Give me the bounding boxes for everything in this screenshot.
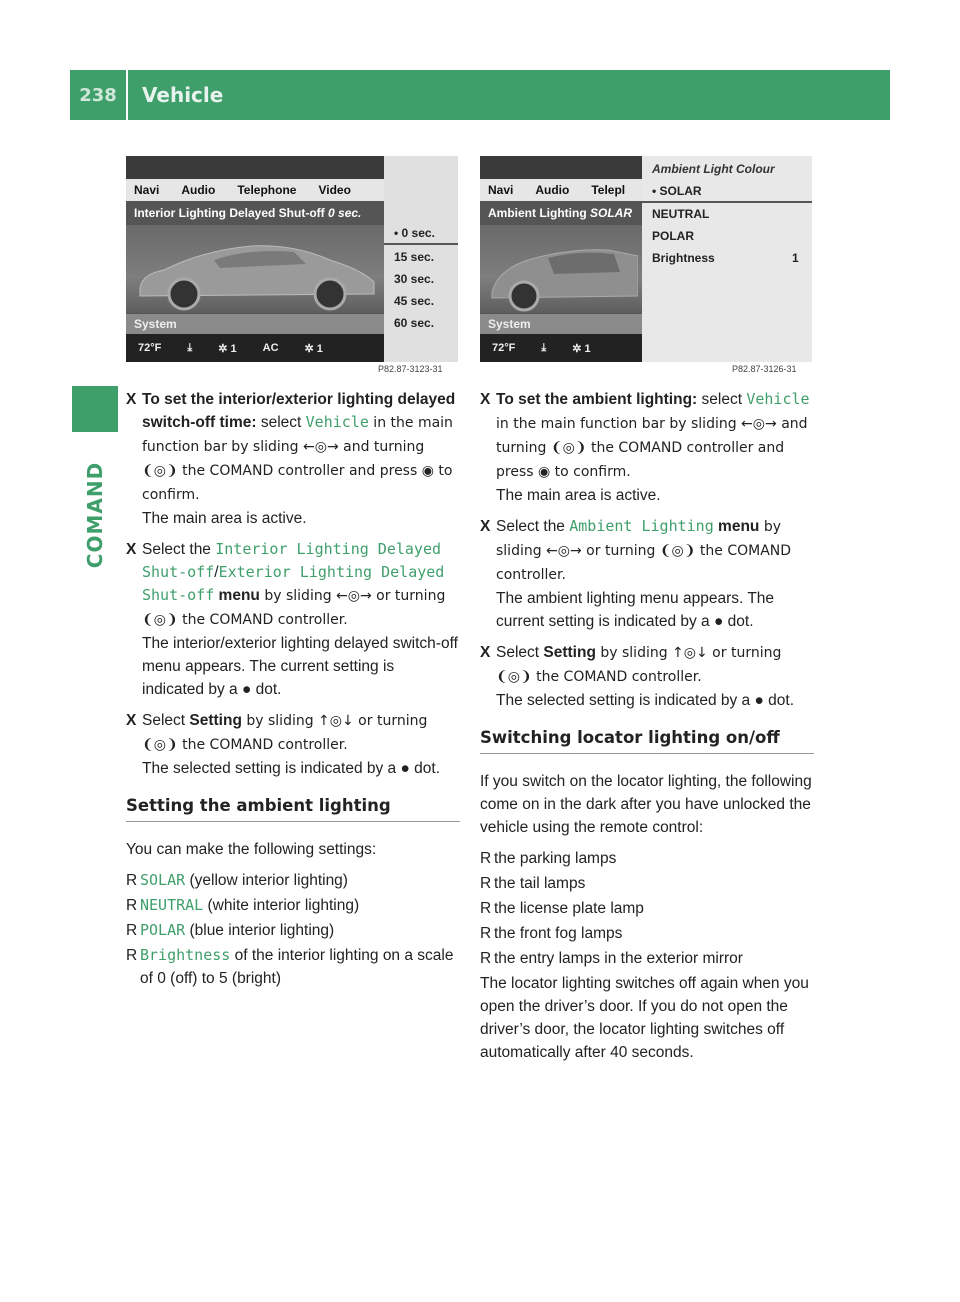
list-item: R Brightness of the interior lighting on a scale of 0 (off) to 5 (bright) bbox=[126, 946, 454, 987]
paragraph: You can make the following settings: bbox=[126, 841, 377, 858]
option-item: • 0 sec. bbox=[394, 226, 435, 240]
climate-bar: 72°F ⤓ ✲ 1 AC ✲ 1 bbox=[126, 334, 384, 362]
paragraph: If you switch on the locator lighting, the following come on in the dark after you have unlocked the vehicle using the remote control: bbox=[480, 773, 812, 836]
right-column bbox=[480, 388, 814, 1072]
instruction-step: X Select Setting by sliding ↑◎↓ or turning ❨◎❩ the COMAND controller. The selected setting is indicated by a ● dot. bbox=[480, 644, 795, 709]
nav-item: Telepl bbox=[591, 183, 626, 197]
option-item: 60 sec. bbox=[394, 316, 435, 330]
nav-item: Video bbox=[318, 183, 351, 197]
list-item: R the parking lamps bbox=[480, 850, 617, 867]
option-item: 15 sec. bbox=[394, 250, 435, 264]
instruction-step: X To set the ambient lighting: select Vehicle in the main function bar by sliding ←◎→ and turning ❨◎❩ the COMAND controller and press ◉ to confirm. The main area is active. bbox=[480, 390, 810, 504]
list-item: R the front fog lamps bbox=[480, 925, 623, 942]
section-heading: Setting the ambient lighting bbox=[126, 794, 460, 822]
system-row: System bbox=[480, 314, 642, 334]
list-item: R NEUTRAL (white interior lighting) bbox=[126, 896, 360, 914]
list-item: R the entry lamps in the exterior mirror bbox=[480, 950, 743, 967]
nav-item: Audio bbox=[181, 183, 216, 197]
instruction-step: X Select Setting by sliding ↑◎↓ or turning ❨◎❩ the COMAND controller. The selected setting is indicated by a ● dot. bbox=[126, 712, 441, 777]
main-area bbox=[480, 156, 642, 362]
option-item: NEUTRAL bbox=[652, 207, 710, 221]
list-item: R POLAR (blue interior lighting) bbox=[126, 921, 335, 939]
car-image bbox=[134, 230, 379, 314]
section-heading: Switching locator lighting on/off bbox=[480, 726, 814, 754]
instruction-step: X Select the Interior Lighting Delayed Shut-off/Exterior Lighting Delayed Shut-off menu by sliding ←◎→ or turning ❨◎❩ the COMAND controller. The interior/exterior lighting delayed switch-off menu appears. The current setting is indicated by a ● dot. bbox=[126, 540, 458, 698]
main-area bbox=[126, 156, 384, 362]
screenshot-delayed-shutoff bbox=[126, 156, 458, 362]
side-tab-marker bbox=[72, 386, 118, 432]
option-item: • SOLAR bbox=[652, 184, 702, 198]
brightness-value: 1 bbox=[792, 251, 799, 265]
car-interior-image bbox=[488, 230, 638, 314]
section-title: Vehicle bbox=[142, 83, 224, 107]
panel-title: Ambient Light Colour bbox=[652, 162, 775, 176]
screenshot-ambient-lighting bbox=[480, 156, 812, 362]
option-item: 45 sec. bbox=[394, 294, 435, 308]
page-number: 238 bbox=[79, 84, 117, 106]
menu-title: Interior Lighting Delayed Shut-off 0 sec. bbox=[134, 206, 362, 220]
option-panel bbox=[642, 156, 812, 362]
nav-item: Telephone bbox=[237, 183, 297, 197]
paragraph: The locator lighting switches off again when you open the driver’s door. If you do not open the driver’s door, the locator lighting switches off automatically after 40 seconds. bbox=[480, 975, 809, 1061]
function-bar bbox=[126, 179, 384, 201]
instruction-step: X To set the interior/exterior lighting delayed switch-off time: select Vehicle in the main function bar by sliding ←◎→ and turning ❨◎❩ the COMAND controller and press ◉ to confirm. The main area is active. bbox=[126, 391, 456, 527]
option-item: POLAR bbox=[652, 229, 694, 243]
nav-item: Navi bbox=[134, 183, 160, 197]
figure-caption: P82.87-3123-31 bbox=[378, 364, 443, 374]
figure-caption: P82.87-3126-31 bbox=[732, 364, 797, 374]
instruction-step: X Select the Ambient Lighting menu by sliding ←◎→ or turning ❨◎❩ the COMAND controller. The ambient lighting menu appears. The current setting is indicated by a ● dot. bbox=[480, 517, 792, 630]
side-tab-label: COMAND bbox=[83, 461, 107, 569]
list-item: R SOLAR (yellow interior lighting) bbox=[126, 871, 348, 889]
list-item: R the license plate lamp bbox=[480, 900, 644, 917]
list-item: R the tail lamps bbox=[480, 875, 586, 892]
function-bar bbox=[480, 179, 642, 201]
system-row: System bbox=[126, 314, 384, 334]
climate-bar: 72°F ⤓ ✲ 1 bbox=[480, 334, 642, 362]
brightness-label: Brightness bbox=[652, 251, 715, 265]
left-column bbox=[126, 388, 460, 992]
nav-item: Audio bbox=[535, 183, 570, 197]
header-divider bbox=[126, 70, 128, 120]
menu-title: Ambient Lighting SOLAR bbox=[488, 206, 632, 220]
page-header bbox=[70, 70, 890, 120]
option-panel bbox=[384, 156, 458, 362]
option-item: 30 sec. bbox=[394, 272, 435, 286]
nav-item: Navi bbox=[488, 183, 514, 197]
